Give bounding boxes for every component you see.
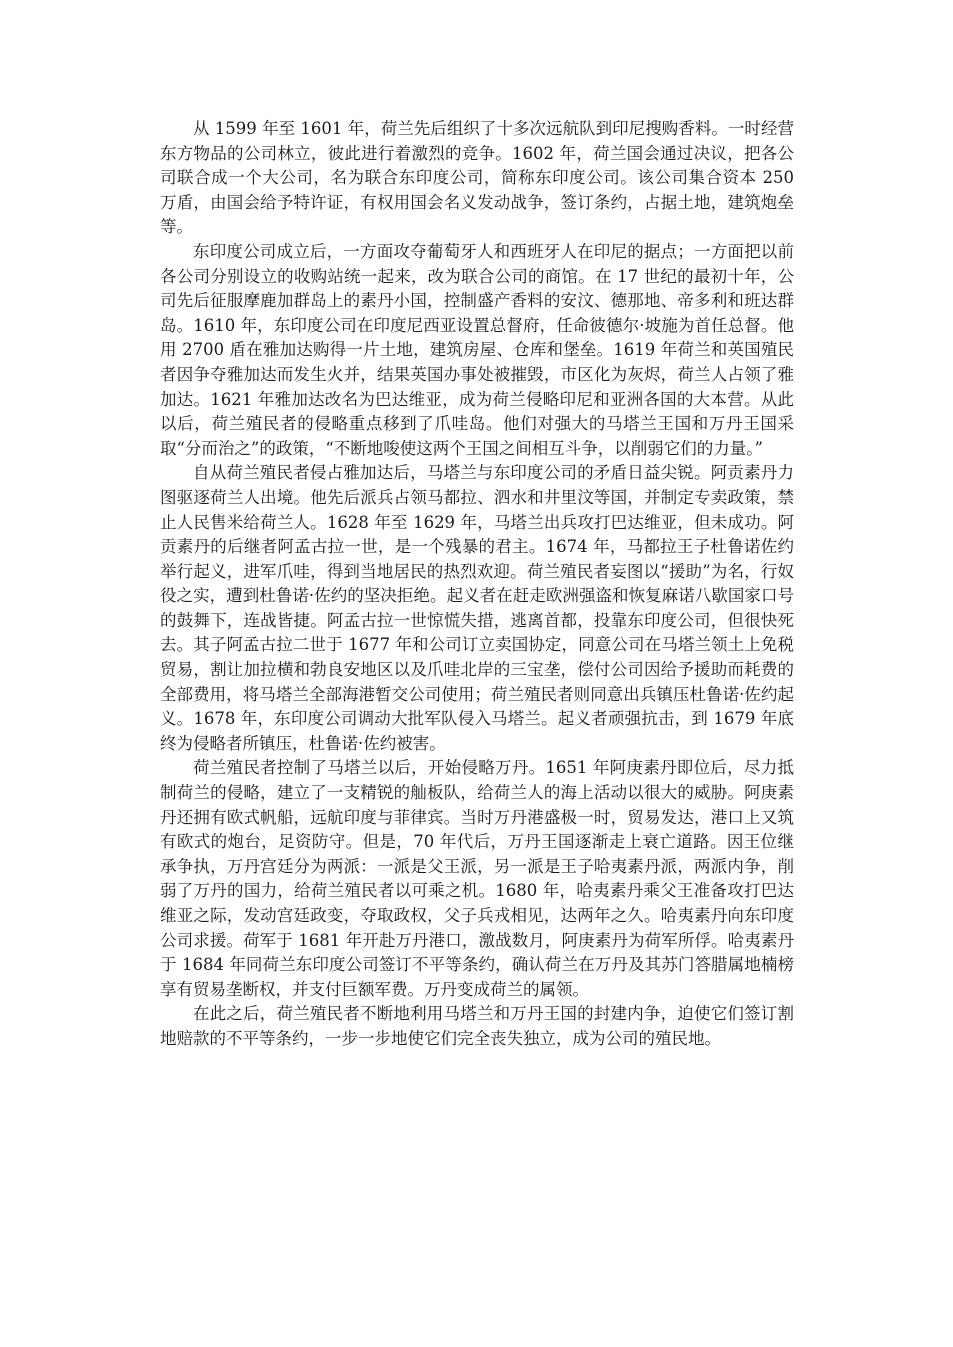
paragraph-1: 从 1599 年至 1601 年，荷兰先后组织了十多次远航队到印尼搜购香料。一时经营东方物品的公司林立，彼此进行着激烈的竞争。1602 年，荷兰国会通过决议，把各公司联合成一个大公司，名为联合东印度公司，简称东印度公司。该公司集合资本 250 万盾，由国会给予特许证，有权用国会名义发动战争，签订条约，占据土地，建筑炮垒等。 — [160, 119, 794, 237]
paragraph-4: 荷兰殖民者控制了马塔兰以后，开始侵略万丹。1651 年阿庚素丹即位后，尽力抵制荷兰的侵略，建立了一支精锐的舢板队，给荷兰人的海上活动以很大的威胁。阿庚素丹还拥有欧式帆船，远航印度与菲律宾。当时万丹港盛极一时，贸易发达，港口上又筑有欧式的炮台，足资防守。但是，70 年代后，万丹王国逐渐走上衰亡道路。因王位继承争执，万丹宫廷分为两派：一派是父王派，另一派是王子哈夷素丹派，两派内争，削弱了万丹的国力，给荷兰殖民者以可乘之机。1680 年，哈夷素丹乘父王准备攻打巴达维亚之际，发动宫廷政变，夺取政权，父子兵戎相见，达两年之久。哈夷素丹向东印度公司求援。荷军于 1681 年开赴万丹港口，激战数月，阿庚素丹为荷军所俘。哈夷素丹于 1684 年同荷兰东印度公司签订不平等条约，确认荷兰在万丹及其苏门答腊属地楠榜享有贸易垄断权，并支付巨额军费。万丹变成荷兰的属领。 — [160, 758, 794, 999]
paragraph-3: 自从荷兰殖民者侵占雅加达后，马塔兰与东印度公司的矛盾日益尖锐。阿贡素丹力图驱逐荷兰人出境。他先后派兵占领马都拉、泗水和井里汶等国，并制定专卖政策，禁止人民售米给荷兰人。1628 年至 1629 年，马塔兰出兵攻打巴达维亚，但未成功。阿贡素丹的后继者阿孟古拉一世，是一个残暴的君主。1674 年，马都拉王子杜鲁诺佐约举行起义，进军爪哇，得到当地居民的热烈欢迎。荷兰殖民者妄图以“援助”为名，行奴役之实，遭到杜鲁诺·佐约的坚决拒绝。起义者在赶走欧洲强盗和恢复麻诺八歇国家口号的鼓舞下，连战皆捷。阿孟古拉一世惊慌失措，逃离首都，投靠东印度公司，但很快死去。其子阿孟古拉二世于 1677 年和公司订立卖国协定，同意公司在马塔兰领土上免税贸易，割让加拉横和勃良安地区以及爪哇北岸的三宝垄，偿付公司因给予援助而耗费的全部费用，将马塔兰全部海港暂交公司使用；荷兰殖民者则同意出兵镇压杜鲁诺·佐约起义。1678 年，东印度公司调动大批军队侵入马塔兰。起义者顽强抗击，到 1679 年底终为侵略者所镇压，杜鲁诺·佐约被害。 — [160, 463, 794, 753]
document-body — [160, 117, 794, 1052]
paragraph-2: 东印度公司成立后，一方面攻夺葡萄牙人和西班牙人在印尼的据点；一方面把以前各公司分别设立的收购站统一起来，改为联合公司的商馆。在 17 世纪的最初十年，公司先后征服摩鹿加群岛上的素丹小国，控制盛产香料的安汶、德那地、帝多利和班达群岛。1610 年，东印度公司在印度尼西亚设置总督府，任命彼德尔·坡施为首任总督。他用 2700 盾在雅加达购得一片土地，建筑房屋、仓库和堡垒。1619 年荷兰和英国殖民者因争夺雅加达而发生火并，结果英国办事处被摧毁，市区化为灰烬，荷兰人占领了雅加达。1621 年雅加达改名为巴达维亚，成为荷兰侵略印尼和亚洲各国的大本营。从此以后，荷兰殖民者的侵略重点移到了爪哇岛。他们对强大的马塔兰王国和万丹王国采取“分而治之”的政策，“不断地唆使这两个王国之间相互斗争，以削弱它们的力量。” — [160, 241, 794, 458]
paragraph-5: 在此之后，荷兰殖民者不断地利用马塔兰和万丹王国的封建内争，迫使它们签订割地赔款的不平等条约，一步一步地使它们完全丧失独立，成为公司的殖民地。 — [160, 1004, 794, 1048]
